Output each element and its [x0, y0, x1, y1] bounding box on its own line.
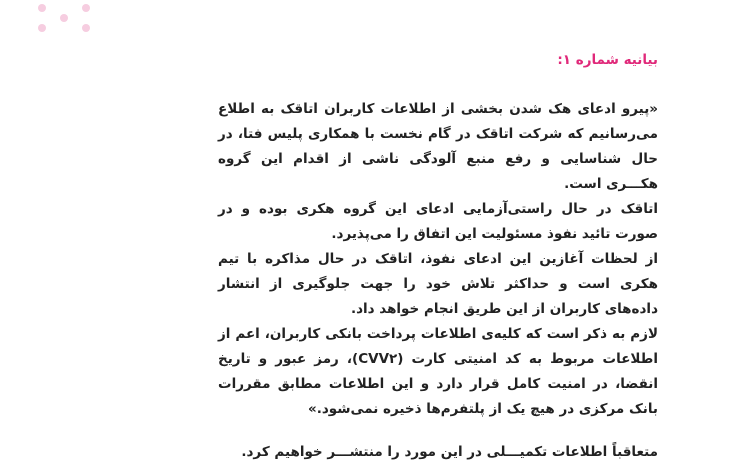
decor-dot: [38, 24, 46, 32]
statement-closing: متعاقباً اطلاعات تکمیـــلی در این مورد را منتشـــر خواهیم کرد.: [241, 444, 658, 460]
decor-dot: [38, 4, 46, 12]
decor-dot: [82, 4, 90, 12]
statement-paragraph-3: از لحظات آغازین این ادعای نفوذ، اتاقک در حال مذاکره با تیم هکری است و حداکثر تلاش خود را جهت جلوگیری از انتشار داده‌های کاربران از این طریق انجام خواهد داد.: [218, 251, 658, 317]
statement-heading: بیانیه شماره ۱:: [557, 52, 658, 68]
statement-paragraph-4: لازم به ذکر است که کلیه‌ی اطلاعات پرداخت بانکی کاربران، اعم از اطلاعات مربوط به کد امنیتی کارت (CVV۲)، رمز عبور و تاریخ انقضا، در امنیت کامل قرار دارد و این اطلاعات مطابق مقررات بانک مرکزی در هیچ یک از پلتفرم‌ها ذخیره نمی‌شود.»: [218, 326, 659, 417]
decor-dot: [82, 24, 90, 32]
statement-content: [218, 50, 658, 465]
decor-dot: [60, 14, 68, 22]
statement-paragraph-1: «پیرو ادعای هک شدن بخشی از اطلاعات کاربران اتاقک به اطلاع می‌رسانیم که شرکت اتاقک در گام نخست با همکاری پلیس فتا، در حال شناسایی و رفع منبع آلودگی ناشی از اقدام این گروه هکـــری است.: [218, 101, 658, 192]
decorative-dots: [30, 0, 110, 40]
statement-paragraph-2: اتاقک در حال راستی‌آزمایی ادعای این گروه هکری بوده و در صورت تائید نفوذ مسئولیت این اتفاق را می‌پذیرد.: [218, 201, 658, 242]
